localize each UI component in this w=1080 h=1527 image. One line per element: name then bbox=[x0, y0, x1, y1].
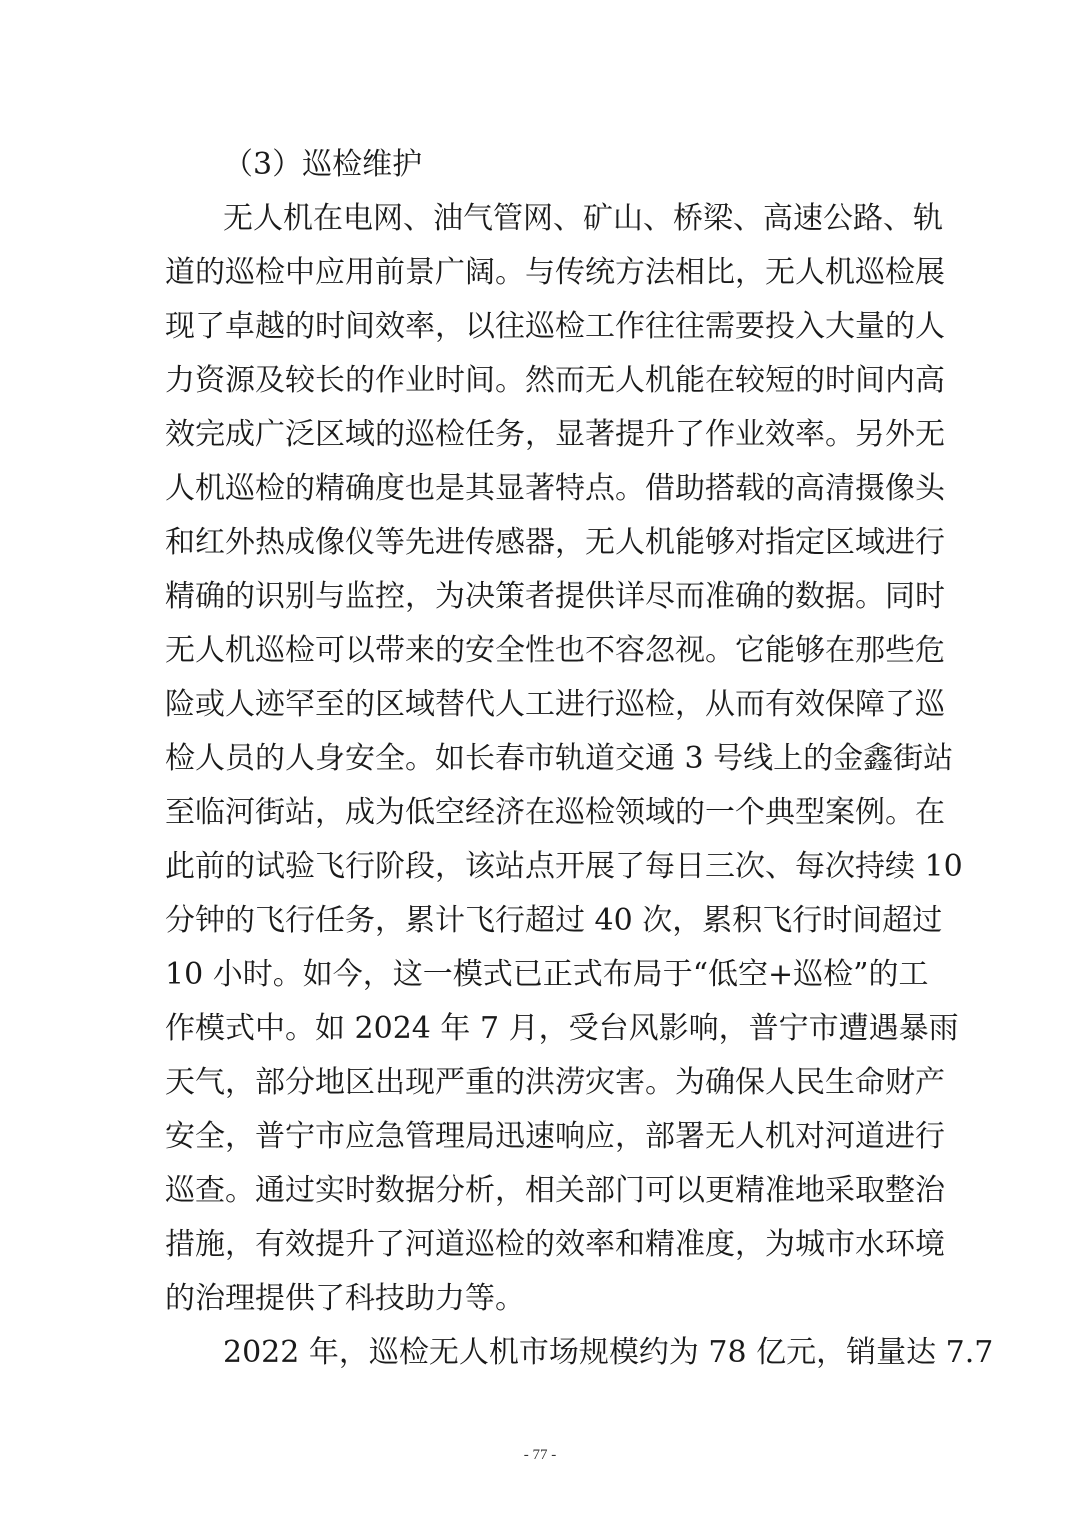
paragraph-line: 作模式中。如 2024 年 7 月，受台风影响，普宁市遭遇暴雨 bbox=[165, 1011, 959, 1046]
paragraph-line: 无人机在电网、油气管网、矿山、桥梁、高速公路、轨 bbox=[223, 201, 943, 236]
paragraph-line: 安全，普宁市应急管理局迅速响应，部署无人机对河道进行 bbox=[165, 1119, 945, 1154]
page-number: - 77 - bbox=[523, 1447, 557, 1463]
paragraph-line: 2022 年，巡检无人机市场规模约为 78 亿元，销量达 7.7 bbox=[223, 1335, 994, 1370]
paragraph-line: 的治理提供了科技助力等。 bbox=[165, 1281, 525, 1316]
paragraph-line: 人机巡检的精确度也是其显著特点。借助搭载的高清摄像头 bbox=[165, 471, 945, 506]
paragraph-line: 巡查。通过实时数据分析，相关部门可以更精准地采取整治 bbox=[165, 1173, 945, 1208]
paragraph-line: 精确的识别与监控，为决策者提供详尽而准确的数据。同时 bbox=[165, 579, 945, 614]
paragraph-line: 此前的试验飞行阶段，该站点开展了每日三次、每次持续 10 bbox=[165, 849, 963, 884]
section-heading: （3）巡检维护 bbox=[223, 147, 423, 182]
paragraph-line: 10 小时。如今，这一模式已正式布局于“低空+巡检”的工 bbox=[165, 957, 929, 992]
paragraph-line: 措施，有效提升了河道巡检的效率和精准度，为城市水环境 bbox=[165, 1227, 945, 1262]
paragraph-line: 和红外热成像仪等先进传感器，无人机能够对指定区域进行 bbox=[165, 525, 945, 560]
paragraph-line: 险或人迹罕至的区域替代人工进行巡检，从而有效保障了巡 bbox=[165, 687, 945, 722]
paragraph-line: 力资源及较长的作业时间。然而无人机能在较短的时间内高 bbox=[165, 363, 945, 398]
paragraph-line: 检人员的人身安全。如长春市轨道交通 3 号线上的金鑫街站 bbox=[165, 741, 954, 776]
paragraph-line: 分钟的飞行任务，累计飞行超过 40 次，累积飞行时间超过 bbox=[165, 903, 943, 938]
paragraph-line: 现了卓越的时间效率，以往巡检工作往往需要投入大量的人 bbox=[165, 309, 945, 344]
paragraph-line: 道的巡检中应用前景广阔。与传统方法相比，无人机巡检展 bbox=[165, 255, 945, 290]
paragraph-line: 效完成广泛区域的巡检任务，显著提升了作业效率。另外无 bbox=[165, 417, 945, 452]
paragraph-line: 至临河街站，成为低空经济在巡检领域的一个典型案例。在 bbox=[165, 795, 945, 830]
paragraph-line: 无人机巡检可以带来的安全性也不容忽视。它能够在那些危 bbox=[165, 633, 945, 668]
paragraph-line: 天气，部分地区出现严重的洪涝灾害。为确保人民生命财产 bbox=[165, 1065, 945, 1100]
